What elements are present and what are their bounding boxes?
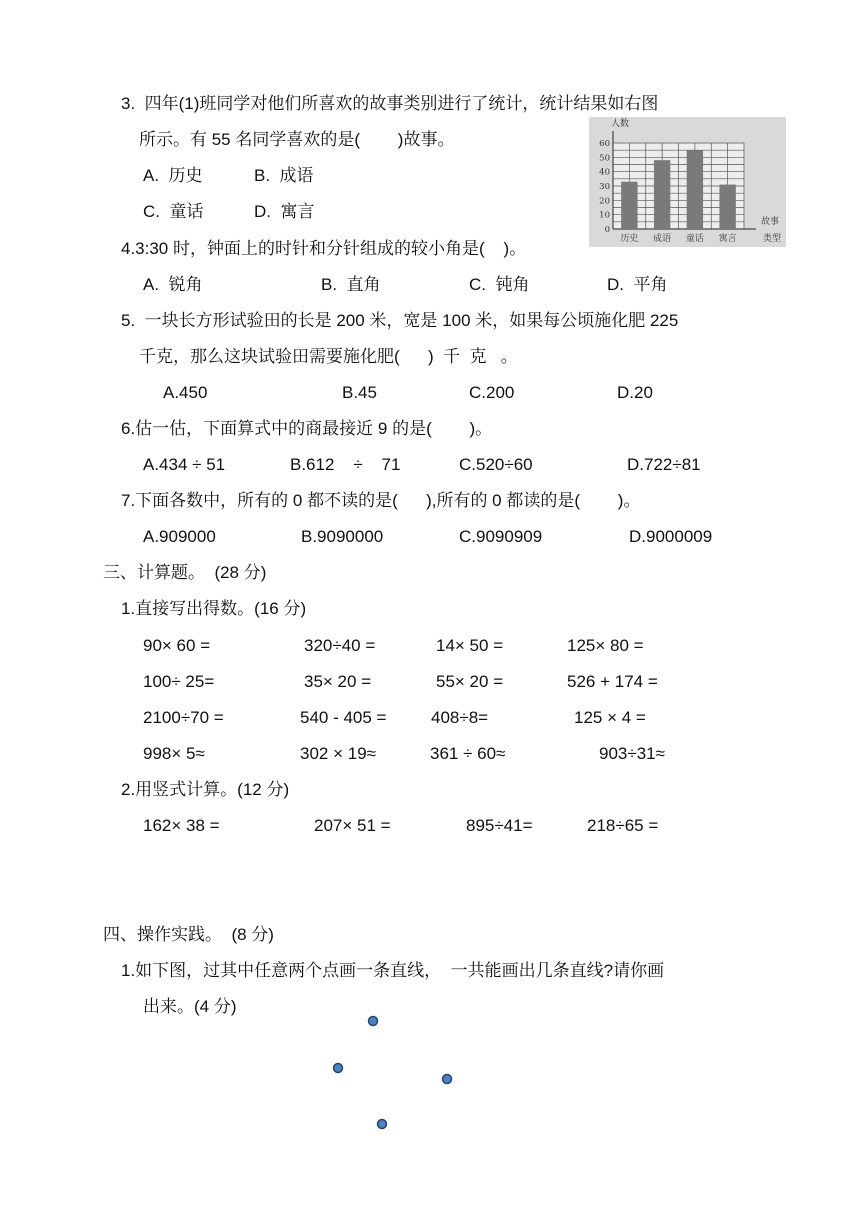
vertical-calc-1: 162× 38 =: [143, 816, 220, 835]
chart-bar-4: [719, 185, 735, 229]
vertical-calc-4: 218÷65 =: [587, 816, 659, 835]
calc-r4-c1: 998× 5≈: [143, 744, 205, 763]
calc-r1-c1: 90× 60 =: [143, 636, 211, 655]
q4-stem: 4.3:30 时，钟面上的时针和分针组成的较小角是( )。: [121, 239, 527, 258]
q3-option-a: A. 历史: [143, 166, 203, 185]
q3-option-d: D. 寓言: [254, 202, 315, 221]
calc-r2-c4: 526 + 174 =: [567, 672, 658, 691]
q3-option-c: C. 童话: [143, 202, 204, 221]
q4-option-c: C. 钝角: [469, 275, 530, 294]
point-top: [369, 1017, 378, 1026]
chart-y-tick-label: 40: [599, 167, 610, 178]
q5-option-d: D.20: [617, 383, 653, 402]
calc-r4-c3: 361 ÷ 60≈: [430, 744, 506, 763]
chart-x-axis-label-line1: 故事: [761, 217, 780, 227]
calc-r2-c3: 55× 20 =: [436, 672, 504, 691]
q7-option-a: A.909000: [143, 527, 216, 546]
q7-option-c: C.9090909: [459, 527, 543, 546]
vertical-calc-2: 207× 51 =: [314, 816, 391, 835]
calc-r2-c2: 35× 20 =: [304, 672, 372, 691]
section-3-sub2-title: 2.用竖式计算。(12 分): [121, 780, 290, 799]
calc-r4-c4: 903÷31≈: [599, 744, 665, 763]
chart-y-tick-label: 20: [599, 196, 610, 207]
chart-y-tick-label: 60: [599, 139, 610, 149]
q6-option-c: C.520÷60: [459, 455, 533, 474]
section-3-title: 三、计算题。 (28 分): [103, 563, 267, 582]
chart-x-tick-label: 历史: [620, 234, 639, 244]
calc-r3-c2: 540 - 405 =: [300, 708, 387, 727]
calc-r2-c1: 100÷ 25=: [143, 672, 215, 691]
calc-r3-c3: 408÷8=: [431, 708, 489, 727]
chart-bar-2: [654, 160, 670, 229]
q6-option-b: B.612 ÷ 71: [290, 455, 401, 474]
section-4-q1-line1: 1.如下图，过其中任意两个点画一条直线， 一共能画出几条直线?请你画: [121, 961, 665, 980]
q4-option-d: D. 平角: [607, 275, 668, 294]
calc-r1-c4: 125× 80 =: [567, 636, 644, 655]
section-4-title: 四、操作实践。 (8 分): [103, 925, 274, 944]
section-3-sub1-title: 1.直接写出得数。(16 分): [121, 599, 307, 618]
q6-option-a: A.434 ÷ 51: [143, 455, 226, 474]
q3-stem-line1: 3. 四年(1)班同学对他们所喜欢的故事类别进行了统计，统计结果如右图: [121, 94, 659, 113]
chart-y-tick-label: 0: [604, 225, 610, 235]
chart-bar-1: [621, 182, 637, 229]
chart-x-tick-label: 寓言: [718, 234, 737, 244]
chart-x-tick-label: 成语: [653, 234, 672, 244]
vertical-calc-3: 895÷41=: [466, 816, 533, 835]
point-bottom: [378, 1120, 387, 1129]
chart-bar-3: [687, 150, 703, 229]
chart-y-tick-label: 10: [599, 210, 610, 221]
q6-option-d: D.722÷81: [627, 455, 701, 474]
q3-option-b: B. 成语: [254, 166, 314, 185]
calc-r3-c1: 2100÷70 =: [143, 708, 224, 727]
calc-r1-c3: 14× 50 =: [436, 636, 504, 655]
q7-stem: 7.下面各数中，所有的 0 都不读的是( ),所有的 0 都读的是( )。: [121, 491, 641, 510]
q5-option-a: A.450: [163, 383, 208, 402]
section-4-q1-line2: 出来。(4 分): [143, 997, 237, 1016]
q5-option-c: C.200: [469, 383, 515, 402]
calc-r4-c2: 302 × 19≈: [300, 744, 376, 763]
q6-stem: 6.估一估，下面算式中的商最接近 9 的是( )。: [121, 419, 493, 438]
q7-option-b: B.9090000: [301, 527, 384, 546]
q3-stem-line2: 所示。有 55 名同学喜欢的是( )故事。: [139, 130, 455, 149]
chart-y-axis-label: 人数: [611, 119, 630, 129]
chart-x-tick-label: 童话: [685, 234, 704, 244]
bar-chart-svg: [589, 117, 786, 247]
calc-r3-c4: 125 × 4 =: [574, 708, 646, 727]
q4-option-b: B. 直角: [321, 275, 381, 294]
calc-r1-c2: 320÷40 =: [304, 636, 376, 655]
chart-y-tick-label: 50: [599, 153, 610, 164]
point-left: [334, 1064, 343, 1073]
q7-option-d: D.9000009: [629, 527, 713, 546]
q5-stem-line1: 5. 一块长方形试验田的长是 200 米，宽是 100 米，如果每公顷施化肥 225: [121, 311, 679, 330]
story-type-bar-chart: [589, 117, 786, 247]
point-right: [443, 1075, 452, 1084]
chart-y-tick-label: 30: [599, 182, 610, 192]
q5-stem-line2: 千克，那么这块试验田需要施化肥( ) 千 克 。: [139, 347, 518, 366]
q4-option-a: A. 锐角: [143, 275, 203, 294]
q5-option-b: B.45: [342, 383, 377, 402]
chart-x-axis-label-line2: 类型: [763, 234, 782, 244]
